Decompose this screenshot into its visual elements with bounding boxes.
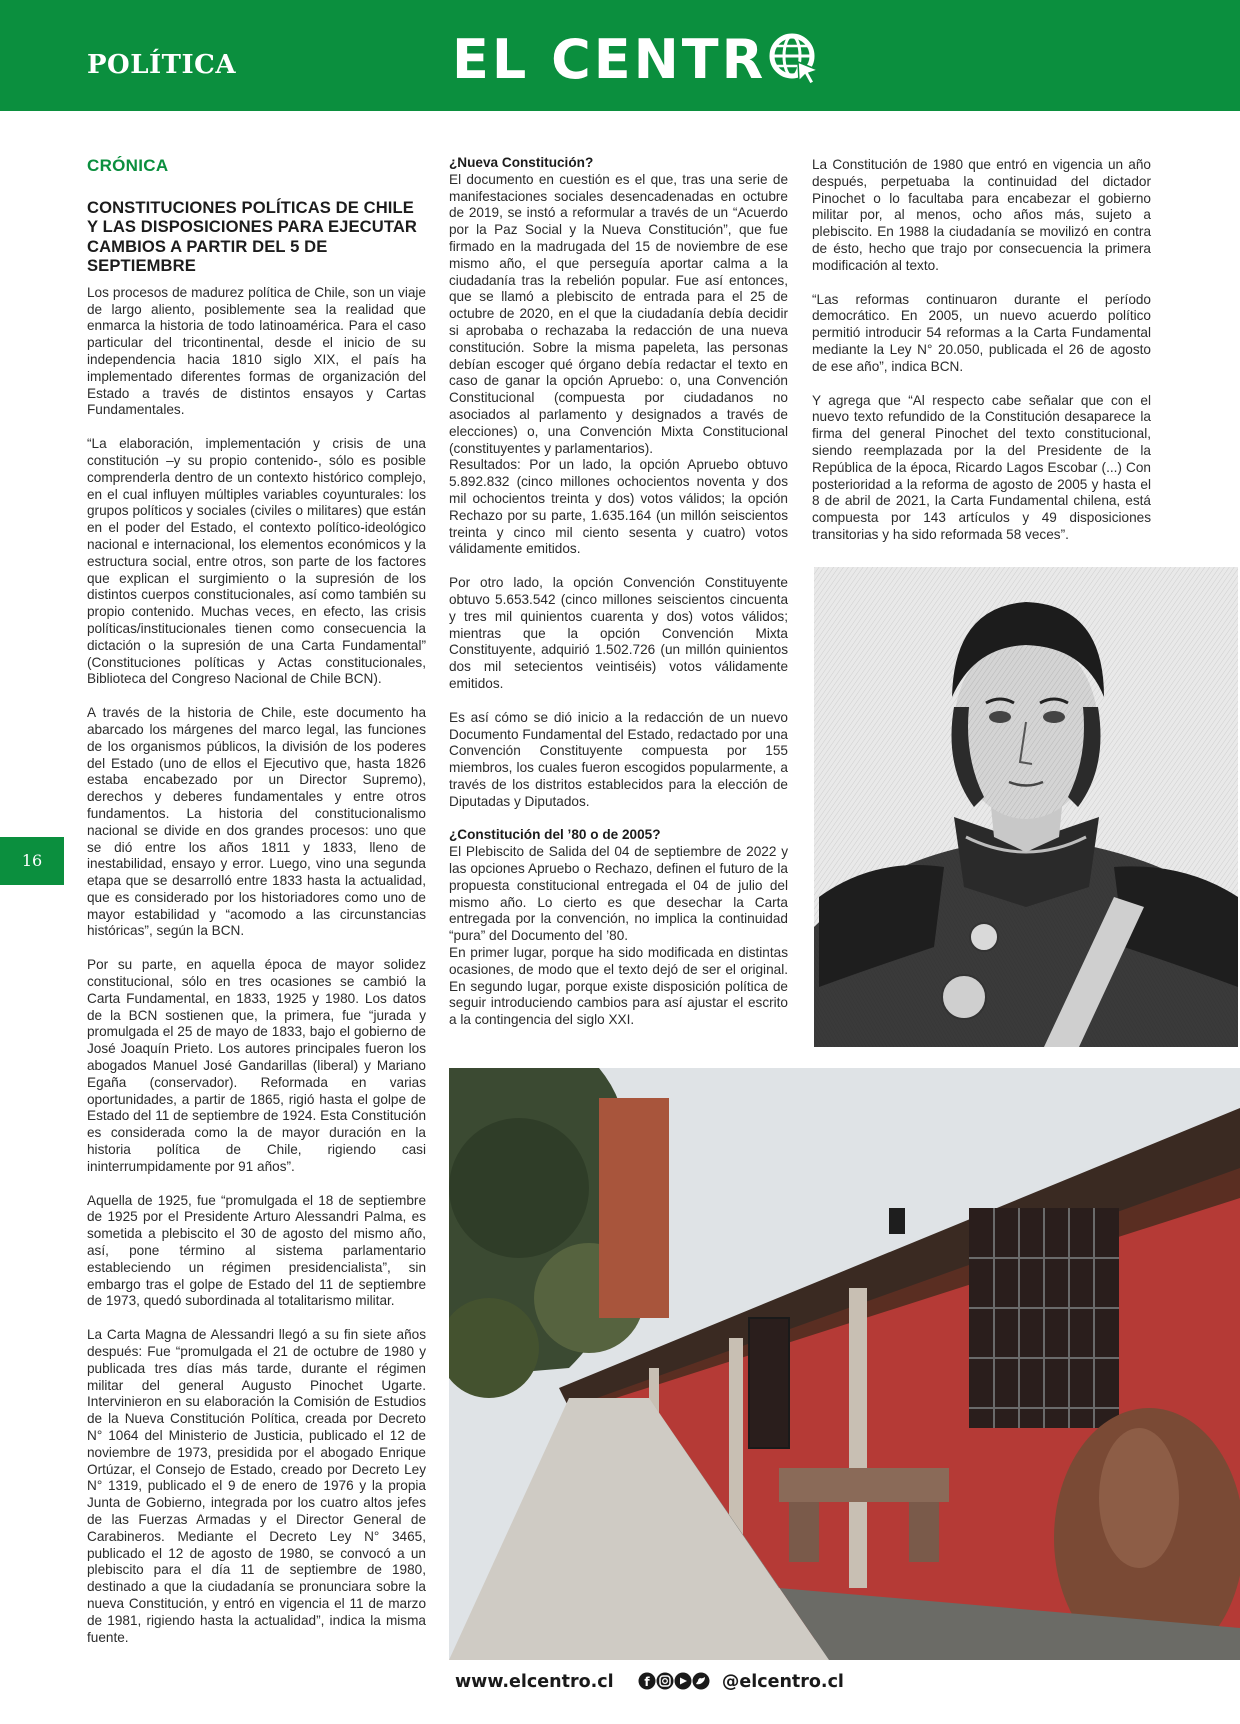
page-number: 16 xyxy=(0,837,64,885)
article-kicker: CRÓNICA xyxy=(87,156,169,175)
paragraph: Los procesos de madurez política de Chile, son un viaje de largo aliento, posiblemente sea la realidad que enmarca la historia de todo latinoamérica. Para el caso particular del tricontinental, desde el inicio de su independencia hacia 1810 siglo XIX, el país ha implementado diferentes formas de organización del Estado a través de distintos ensayos y Cartas Fundamentales. xyxy=(87,284,426,418)
subheading: ¿Constitución del ’80 o de 2005? xyxy=(449,827,661,843)
footer-website[interactable]: www.elcentro.cl xyxy=(455,1672,614,1692)
paragraph: “La elaboración, implementación y crisis de una constitución –y su propio contenido-, sólo es posible comprenderla dentro de un contexto histórico complejo, en el cual influyen múltiples variables coyunturales: los grupos políticos y sociales (civiles o militares) que están en el poder del Estado, el contexto político-ideológico nacional e internacional, los elementos económicos y la estructura social, entre otros, son parte de los factores que explican el surgimiento o la supresión de los distintos cuerpos constitucionales, así como también su propio contenido. Muchas veces, en efecto, las crisis políticas/institucionales tienen como consecuencia la dictación o la supresión de una Carta Fundamental” (Constituciones políticas y Actas constitucionales, Biblioteca del Congreso Nacional de Chile BCN). xyxy=(87,436,426,687)
paragraph: A través de la historia de Chile, este documento ha abarcado los márgenes del marco legal, las funciones de los organismos públicos, la división de los poderes del Estado (uno de ellos el Ejecutivo que, hasta 1826 estaba encabezado por un Director Supremo), derechos y deberes fundamentales y entre otros fundamentos. La historia del constitucionalismo nacional se divide en dos grandes procesos: uno que se dió entre los años 1811 y 1833, lleno de inestabilidad, ensayo y error. Luego, vino una segunda etapa que se desarrolló entre 1833 hasta la actualidad, que es considerado por los historiadores como uno de mayor estabilidad y “acomodo a las circunstancias históricas”, según la BCN. xyxy=(87,705,426,939)
paragraph: Aquella de 1925, fue “promulgada el 18 de septiembre de 1925 por el Presidente Arturo Alessandri Palma, es sometida a plebiscito el 30 de agosto del mismo año, así, pone término al sistema parlamentario estableciendo un régimen presidencialista”, sin embargo tras el golpe de Estado del 11 de septiembre de 1973, quedó subordinada al totalitarismo militar. xyxy=(87,1192,426,1309)
paragraph: El documento en cuestión es el que, tras una serie de manifestaciones sociales desencadenadas en octubre de 2019, se instó a reformular a través de un “Acuerdo por la Paz Social y la Nueva Constitución”, que fue firmado en la madrugada del 15 de noviembre de ese mismo año, el que perseguía aportar calma a la ciudadanía tras la rebelión popular. Fue así entonces, que se llamó a plebiscito de entrada para el 25 de octubre de 2020, en el que la ciudadanía debía decidir si aprobaba o rechazaba la redacción de una nueva constitución. Sobre la misma papeleta, las personas debían escoger qué órgano debía redactar el texto en caso de ganar la opción Apruebo: o, una Convención Constitucional (compuesta por ciudadanos no asociados al parlamento y designados a través de elecciones) o, una Convención Mixta Constitucional (constituyentes y parlamentarios). xyxy=(449,171,788,456)
colonial-street-photo xyxy=(449,1068,1240,1660)
youtube-icon[interactable] xyxy=(674,1673,691,1690)
article-column-2 xyxy=(449,155,788,1046)
header-bar xyxy=(0,0,1240,111)
paragraph: Y agrega que “Al respecto cabe señalar que con el nuevo texto refundido de la Constitución desaparece la firma del general Pinochet del texto constitucional, siendo reemplazada por la del Presidente de la República de la época, Ricardo Lagos Escobar (...) Con posterioridad a la reforma de agosto de 2005 y hasta el 8 de abril de 2021, la Carta Fundamental chilena, está compuesta por 143 artículos y 49 disposiciones transitorias y ha sido reformada 58 veces”. xyxy=(812,392,1151,542)
social-icons xyxy=(638,1672,710,1695)
paragraph: “Las reformas continuaron durante el período democrático. En 2005, un nuevo acuerdo político permitió introducir 54 reformas a la Carta Fundamental mediante la Ley N° 20.050, publicada el 26 de agosto de ese año”, indica BCN. xyxy=(812,291,1151,374)
paragraph: Por otro lado, la opción Convención Constituyente obtuvo 5.653.542 (cinco millones seiscientos cincuenta y tres mil quinientos cuarenta y dos) votos válidos; mientras que la opción Convención Mixta Constituyente, adquirió 1.502.726 (un millón quinientos dos mil setecientos veintiséis) votos válidamente emitidos. xyxy=(449,575,788,691)
paragraph: Por su parte, en aquella época de mayor solidez constitucional, sólo en tres ocasiones se cambió la Carta Fundamental, en 1833, 1925 y 1980. Los datos de la BCN sostienen que, la primera, fue “jurada y promulgada el 25 de mayo de 1833, bajo el gobierno de José Joaquín Prieto. Los autores principales fueron los abogados Manuel José Gandarillas (liberal) y Mariano Egaña (conservador). Reformada en varias oportunidades, a partir de 1865, rigió hasta el golpe de Estado del 11 de septiembre de 1924. Esta Constitución es considerada como la de mayor duración en la historia política de Chile, rigiendo casi ininterrumpidamente por 91 años”. xyxy=(87,957,426,1174)
paragraph: Resultados: Por un lado, la opción Apruebo obtuvo 5.892.832 (cinco millones ochocientos noventa y dos mil ochocientos treinta y dos) votos válidos; la opción Rechazo por su parte, 1.635.164 (un millón seiscientos treinta y cinco mil ciento sesenta y cuatro) votos válidamente emitidos. xyxy=(449,457,788,557)
footer-handle[interactable]: @elcentro.cl xyxy=(721,1672,844,1692)
globe-cursor-icon xyxy=(768,32,820,84)
portrait-image xyxy=(814,567,1238,1047)
subheading: ¿Nueva Constitución? xyxy=(449,155,594,170)
footer xyxy=(455,1672,875,1702)
paragraph: La Carta Magna de Alessandri llegó a su fin siete años después: Fue “promulgada el 21 de octubre de 1980 y publicada tres días más tarde, durante el régimen militar del general Augusto Pinochet Ugarte. Intervinieron en su elaboración la Comisión de Estudios de la Nueva Constitución Política, creada por Decreto N° 1064 del Ministerio de Justicia, publicado el 12 de noviembre de 1973, presidida por el abogado Enrique Ortúzar, el Consejo de Estado, creado por Decreto Ley N° 1319, publicado el 9 de enero de 1976 y la propia Junta de Gobierno, integrada por los cuatro altos jefes de las Fuerzas Armadas y el Director General de Carabineros. Mediante el Decreto Ley N° 3465, publicado el 12 de agosto de 1980, se convocó a un plebiscito para el día 11 de septiembre de 1980, destinado a que la ciudadanía se pronunciara sobre la nueva Constitución, y entró en vigencia el 11 de marzo de 1981, rigiendo hasta la actualidad”, indica la misma fuente. xyxy=(87,1327,426,1645)
article-column-3 xyxy=(812,157,1151,561)
twitter-icon[interactable] xyxy=(692,1673,709,1690)
masthead-logo xyxy=(452,28,820,92)
paragraph: Es así cómo se dió inicio a la redacción de un nuevo Documento Fundamental del Estado, redactado por una Convención Constituyente compuesta por 155 miembros, los cuales fueron escogidos popularmente, a través de los distritos establecidos para la elección de Diputadas y Diputados. xyxy=(449,709,788,809)
article-headline: CONSTITUCIONES POLÍTICAS DE CHILE Y LAS DISPOSICIONES PARA EJECUTAR CAMBIOS A PARTIR DEL 5 DE SEPTIEMBRE xyxy=(87,197,418,276)
paragraph: En primer lugar, porque ha sido modificada en distintas ocasiones, de modo que el texto dejó de ser el original. En segundo lugar, porque existe disposición política de seguir introduciendo cambios para así ajustar el escrito a la contingencia del siglo XXI. xyxy=(449,945,788,1028)
svg-text:f: f xyxy=(644,1675,650,1689)
article-column-1 xyxy=(87,158,426,1663)
paragraph: La Constitución de 1980 que entró en vigencia un año después, perpetuaba la continuidad del dictador Pinochet o lo facultaba para encabezar el gobierno militar por, al menos, ocho años más, sujeto a plebiscito. En 1988 la ciudadanía se movilizó en contra de ésto, hecho que trajo por consecuencia la primera modificación al texto. xyxy=(812,157,1151,273)
paragraph: El Plebiscito de Salida del 04 de septiembre de 2022 y las opciones Apruebo o Rechazo, definen el futuro de la propuesta constitucional entregada el 04 de julio del mismo año. Lo cierto es que desechar la Carta entregada por la convención, no implica la continuidad “pura” del Documento del ’80. xyxy=(449,844,788,944)
logo-text: EL CENTR xyxy=(452,28,767,91)
section-label: POLÍTICA xyxy=(87,50,237,80)
facebook-icon[interactable] xyxy=(638,1673,655,1690)
instagram-icon[interactable] xyxy=(656,1673,673,1690)
